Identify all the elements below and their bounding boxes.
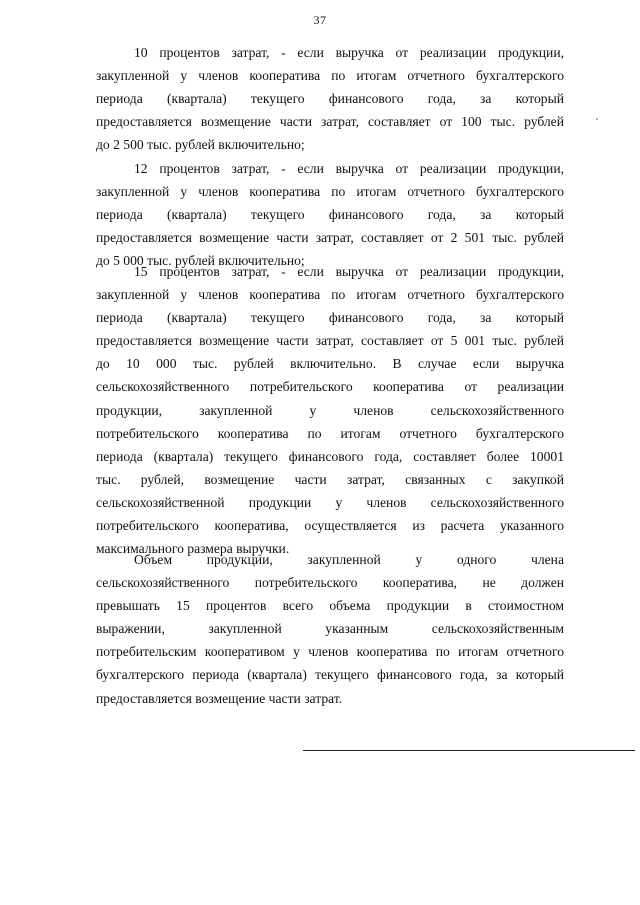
horizontal-rule: [303, 750, 635, 751]
text-line: периода (квартала) текущего финансового года, за который: [96, 207, 564, 223]
paragraph-10-percent: [96, 41, 564, 156]
text-line: до 5 000 тыс. рублей включительно;: [96, 253, 305, 269]
paragraph-15-percent: [96, 260, 564, 560]
text-line: потребительского кооператива по итогам отчетного бухгалтерского: [96, 425, 564, 441]
text-line: 12 процентов затрат, - если выручка от реализации продукции,: [134, 161, 564, 176]
text-line: предоставляется возмещение части затрат, составляет от 100 тыс. рублей: [96, 114, 564, 130]
text-line: потребительского кооператива, осуществляется из расчета указанного: [96, 518, 564, 534]
text-line: Объем продукции, закупленной у одного члена: [134, 552, 564, 567]
text-line: бухгалтерского периода (квартала) текущего финансового года, за который: [96, 667, 564, 683]
text-line: закупленной у членов кооператива по итогам отчетного бухгалтерского: [96, 68, 564, 84]
text-line: сельскохозяйственной продукции у членов сельскохозяйственного: [96, 494, 564, 510]
text-line: превышать 15 процентов всего объема продукции в стоимостном: [96, 598, 564, 614]
text-line: тыс. рублей, возмещение части затрат, связанных с закупкой: [96, 471, 564, 487]
text-line: 10 процентов затрат, - если выручка от реализации продукции,: [134, 45, 564, 60]
text-line: продукции, закупленной у членов сельскохозяйственного: [96, 402, 564, 418]
text-line: предоставляется возмещение части затрат, составляет от 2 501 тыс. рублей: [96, 230, 564, 246]
text-line: периода (квартала) текущего финансового года, за который: [96, 310, 564, 326]
scan-speck: [596, 118, 598, 120]
page-number: 37: [313, 13, 327, 27]
text-line: сельскохозяйственного потребительского кооператива, не должен: [96, 575, 564, 591]
text-line: выражении, закупленной указанным сельскохозяйственным: [96, 621, 564, 637]
paragraph-volume-limit: [96, 548, 564, 710]
text-line: периода (квартала) текущего финансового года, за который: [96, 91, 564, 107]
text-line: максимального размера выручки.: [96, 541, 290, 557]
text-line: закупленной у членов кооператива по итогам отчетного бухгалтерского: [96, 287, 564, 303]
text-line: 15 процентов затрат, - если выручка от реализации продукции,: [134, 264, 564, 279]
text-line: до 2 500 тыс. рублей включительно;: [96, 137, 305, 153]
text-line: сельскохозяйственного потребительского кооператива от реализации: [96, 379, 564, 395]
text-line: до 10 000 тыс. рублей включительно. В случае если выручка: [96, 356, 564, 372]
paragraph-12-percent: [96, 157, 564, 272]
text-line: закупленной у членов кооператива по итогам отчетного бухгалтерского: [96, 184, 564, 200]
text-line: периода (квартала) текущего финансового года, составляет более 10001: [96, 448, 564, 464]
text-line: потребительским кооперативом у членов кооператива по итогам отчетного: [96, 644, 564, 660]
text-line: предоставляется возмещение части затрат.: [96, 690, 343, 706]
text-line: предоставляется возмещение части затрат, составляет от 5 001 тыс. рублей: [96, 333, 564, 349]
